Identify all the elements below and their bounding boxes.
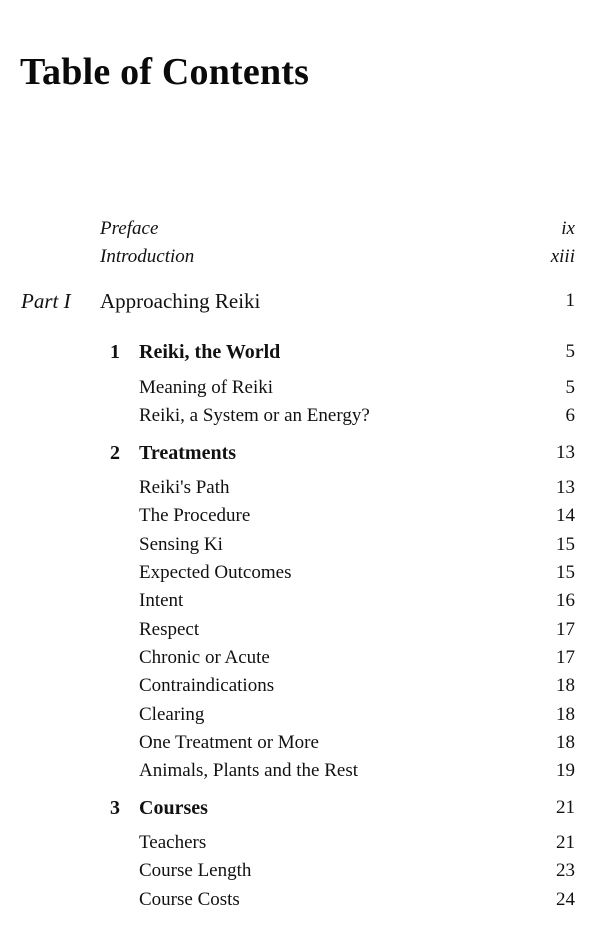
toc-entry-introduction[interactable] bbox=[0, 244, 600, 270]
entry-page: 14 bbox=[556, 505, 575, 526]
toc-section[interactable] bbox=[0, 475, 600, 501]
toc-section[interactable] bbox=[0, 532, 600, 558]
toc-section[interactable] bbox=[0, 758, 600, 784]
entry-page: 17 bbox=[556, 619, 575, 640]
part-label: Part I bbox=[21, 289, 71, 313]
section-title: Teachers bbox=[139, 832, 207, 853]
toc-chapter-3[interactable] bbox=[0, 795, 600, 821]
entry-page: ix bbox=[561, 218, 575, 239]
entry-page: xiii bbox=[550, 246, 575, 267]
entry-page: 17 bbox=[556, 647, 575, 668]
section-title: Intent bbox=[139, 590, 184, 611]
toc-section[interactable] bbox=[0, 645, 600, 671]
chapter-title: Reiki, the World bbox=[139, 341, 281, 363]
toc-section[interactable] bbox=[0, 858, 600, 884]
toc-section[interactable] bbox=[0, 503, 600, 529]
entry-page: 16 bbox=[556, 590, 575, 611]
entry-page: 13 bbox=[556, 477, 575, 498]
section-title: Contraindications bbox=[139, 675, 275, 696]
entry-page: 19 bbox=[556, 760, 575, 781]
entry-page: 5 bbox=[565, 341, 575, 362]
section-title: Clearing bbox=[139, 704, 205, 725]
chapter-title: Courses bbox=[139, 797, 208, 819]
entry-title: Preface bbox=[100, 218, 159, 239]
toc-section[interactable] bbox=[0, 702, 600, 728]
entry-page: 1 bbox=[565, 290, 575, 311]
section-title: Respect bbox=[139, 619, 200, 640]
section-title: Course Length bbox=[139, 860, 252, 881]
section-title: The Procedure bbox=[139, 505, 251, 526]
section-title: Reiki, a System or an Energy? bbox=[139, 405, 370, 426]
chapter-number: 1 bbox=[110, 341, 120, 363]
entry-page: 13 bbox=[556, 442, 575, 463]
entry-page: 15 bbox=[556, 562, 575, 583]
section-title: Reiki's Path bbox=[139, 477, 230, 498]
toc-section[interactable] bbox=[0, 887, 600, 913]
chapter-title: Treatments bbox=[139, 442, 237, 464]
section-title: One Treatment or More bbox=[139, 732, 319, 753]
page-title: Table of Contents bbox=[20, 51, 310, 94]
toc-part-1[interactable] bbox=[0, 288, 600, 314]
entry-page: 21 bbox=[556, 832, 575, 853]
toc-section[interactable] bbox=[0, 403, 600, 429]
entry-page: 18 bbox=[556, 704, 575, 725]
toc-section[interactable] bbox=[0, 730, 600, 756]
section-title: Sensing Ki bbox=[139, 534, 223, 555]
entry-page: 15 bbox=[556, 534, 575, 555]
entry-page: 6 bbox=[565, 405, 575, 426]
section-title: Animals, Plants and the Rest bbox=[139, 760, 359, 781]
section-title: Course Costs bbox=[139, 889, 240, 910]
entry-page: 5 bbox=[565, 377, 575, 398]
entry-page: 23 bbox=[556, 860, 575, 881]
entry-page: 18 bbox=[556, 732, 575, 753]
toc-section[interactable] bbox=[0, 588, 600, 614]
toc-chapter-1[interactable] bbox=[0, 339, 600, 365]
entry-page: 18 bbox=[556, 675, 575, 696]
toc-section[interactable] bbox=[0, 673, 600, 699]
chapter-number: 3 bbox=[110, 797, 120, 819]
entry-page: 21 bbox=[556, 797, 575, 818]
toc-section[interactable] bbox=[0, 830, 600, 856]
toc-section[interactable] bbox=[0, 375, 600, 401]
section-title: Expected Outcomes bbox=[139, 562, 292, 583]
toc-section[interactable] bbox=[0, 617, 600, 643]
part-title: Approaching Reiki bbox=[100, 289, 261, 313]
entry-title: Introduction bbox=[100, 246, 195, 267]
section-title: Chronic or Acute bbox=[139, 647, 270, 668]
toc-section[interactable] bbox=[0, 560, 600, 586]
toc-entry-preface[interactable] bbox=[0, 216, 600, 242]
toc-chapter-2[interactable] bbox=[0, 440, 600, 466]
section-title: Meaning of Reiki bbox=[139, 377, 274, 398]
entry-page: 24 bbox=[556, 889, 575, 910]
chapter-number: 2 bbox=[110, 442, 120, 464]
